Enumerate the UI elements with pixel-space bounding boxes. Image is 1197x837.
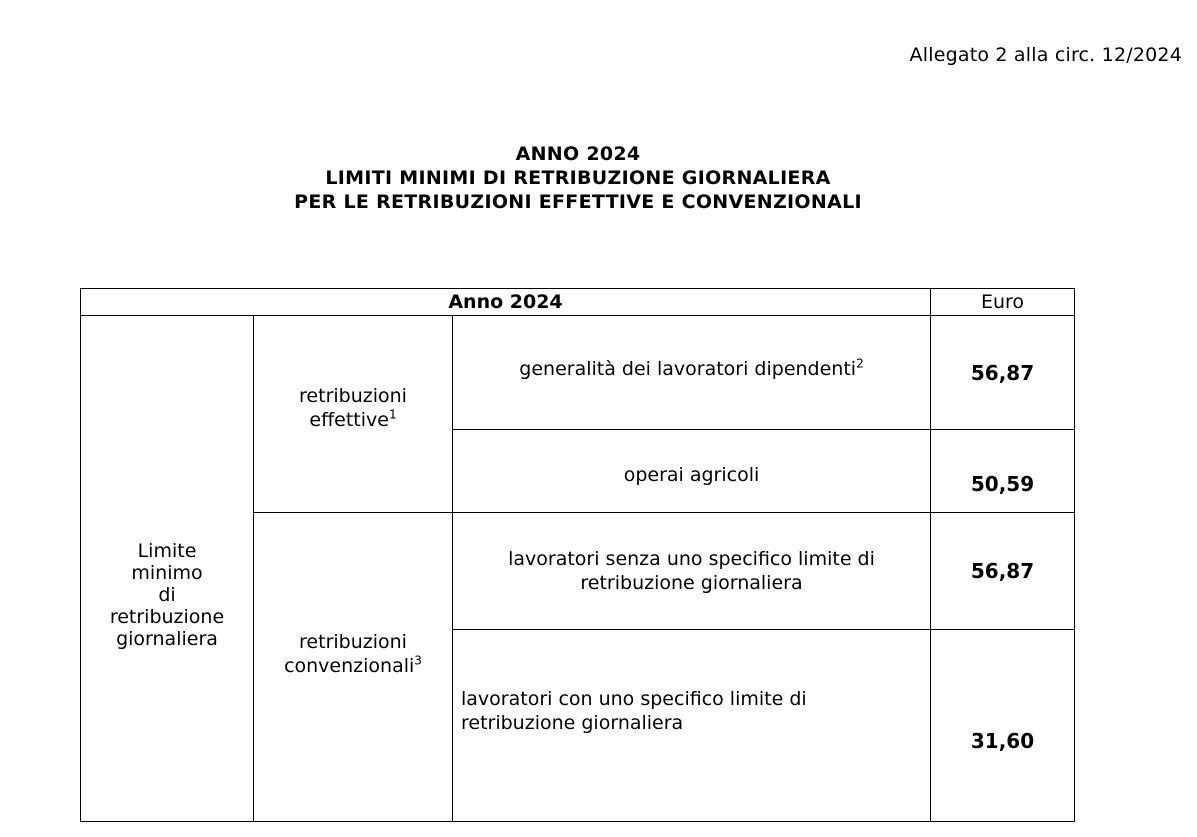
- description-cell: [453, 513, 931, 630]
- row-label-line: retribuzione: [109, 605, 225, 628]
- description-line: lavoratori senza uno specifico limite di: [508, 548, 875, 570]
- table-header-unit: Euro: [931, 289, 1075, 316]
- footnote-marker: 3: [414, 653, 422, 668]
- heading-line-1: ANNO 2024: [515, 143, 641, 165]
- description-cell: [453, 430, 931, 513]
- category-convenzionali: [254, 513, 453, 822]
- category-label-line: convenzionali: [284, 655, 415, 677]
- row-label-cell: [81, 316, 254, 822]
- table-row: [81, 316, 1075, 430]
- row-label-line: Limite: [137, 539, 197, 562]
- category-label-line: effettive: [309, 409, 389, 431]
- category-label-line: retribuzioni: [299, 385, 407, 407]
- footnote-marker: 1: [388, 407, 397, 422]
- row-label-line: giornaliera: [116, 627, 218, 650]
- document-heading: [0, 142, 1156, 214]
- footnote-marker: 2: [856, 356, 864, 371]
- value-cell: [931, 630, 1075, 822]
- category-effettive: [254, 316, 453, 513]
- description-cell: [453, 630, 931, 822]
- description-cell: [453, 316, 931, 430]
- category-label-line: retribuzioni: [299, 631, 407, 653]
- table-header-row: [81, 289, 1075, 316]
- description-text: generalità dei lavoratori dipendenti: [519, 357, 857, 380]
- row-label-line: di: [158, 583, 176, 606]
- value-cell: 56,87: [931, 513, 1075, 630]
- value-cell: 56,87: [931, 316, 1075, 430]
- description-line: retribuzione giornaliera: [580, 572, 803, 594]
- attachment-reference: Allegato 2 alla circ. 12/2024: [909, 44, 1182, 66]
- value-text: 31,60: [970, 728, 1035, 753]
- heading-line-2: LIMITI MINIMI DI RETRIBUZIONE GIORNALIERA: [325, 167, 831, 189]
- table-header-title: Anno 2024: [81, 289, 931, 316]
- description-line: lavoratori con uno specifico limite di: [461, 687, 807, 710]
- limits-table: [80, 288, 1075, 822]
- description-line: retribuzione giornaliera: [461, 711, 684, 734]
- description-text: operai agricoli: [623, 464, 760, 486]
- value-text: 50,59: [970, 472, 1035, 496]
- row-label-line: minimo: [131, 561, 203, 584]
- heading-line-3: PER LE RETRIBUZIONI EFFETTIVE E CONVENZIONALI: [294, 191, 862, 213]
- value-cell: [931, 430, 1075, 513]
